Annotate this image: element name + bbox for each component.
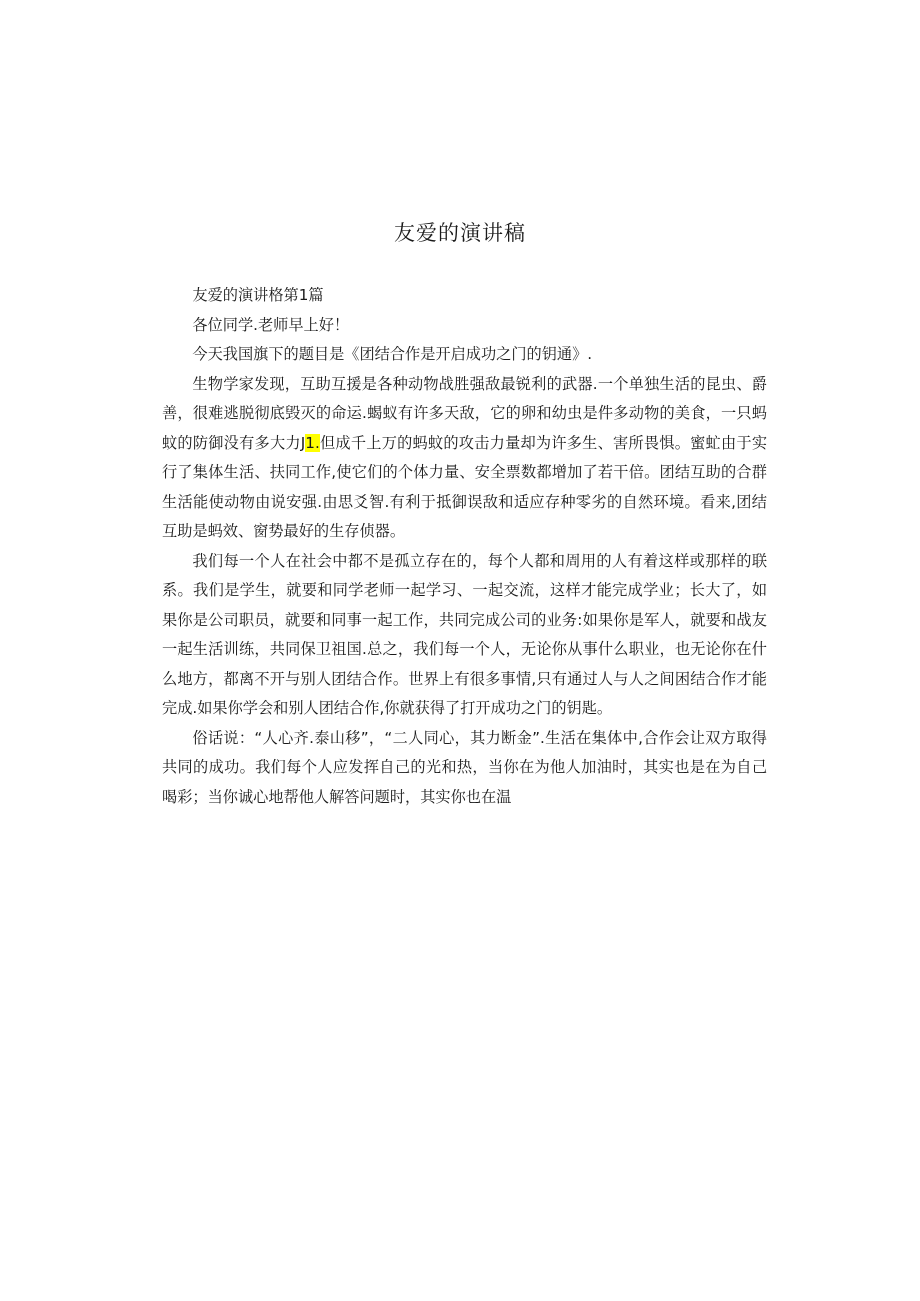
paragraph-society: 我们每一个人在社会中都不是孤立存在的，每个人都和周用的人有着这样或那样的联系。我们是学生，就要和同学老师一起学习、一起交流，这样才能完成学业；长大了，如果你是公司职员，就要和同事一起工作，共同完成公司的业务:如果你是军人，就要和战友一起生活训练，共同保卫祖国.总之，我们每一个人，无论你从事什么职业，也无论你在什么地方，都离不开与别人团结合作。世界上有很多事情,只有通过人与人之间困结合作才能完成.如果你学会和别人团结合作,你就获得了打开成功之门的钥匙。: [162, 551, 767, 717]
paragraph-proverb: 俗话说：“人心齐.泰山移”，“二人同心，其力断金”.生活在集体中,合作会让双方取得共同的成功。我们每个人应发挥自己的光和热，当你在为他人加油时，其实也是在为自己喝彩；当你诚心地帮他人解答问题时，其实你也在温: [162, 728, 767, 806]
paragraph-section-heading: 友爱的演讲格第1篇: [192, 286, 324, 304]
highlighted-text: 1.: [305, 433, 320, 452]
document-title: 友爱的演讲稿: [394, 221, 526, 245]
paragraph-biology-text-before: 生物学家发现，互助互援是各种动物战胜强敌最锐利的武器.一个单独生活的昆虫、爵善，很难逃脱彻底毁灭的命运.蝎蚁有许多天敌，它的卵和幼虫是件多动物的美食，一只蚂蚊的防御没有多大力J: [162, 374, 767, 452]
paragraph-biology-text-after: 但成千上万的蚂蚊的攻击力量却为许多生、害所畏惧。蜜虻由于实行了集体生活、扶同工作,使它们的个体力量、安全票数都增加了若干倍。团结互助的合群生活能使动物由说安强.由思爻智.有利于抵御误敌和适应存种零劣的自然环境。看来,团结互助是蚂效、窗势最好的生存侦器。: [162, 433, 768, 540]
paragraph-biology: [162, 370, 767, 547]
paragraph-topic: 今天我国旗下的题目是《团结合作是开启成功之门的钥通》.: [192, 345, 593, 363]
document-body: [162, 281, 767, 812]
paragraph-greeting: 各位同学.老师早上好！: [192, 315, 350, 334]
